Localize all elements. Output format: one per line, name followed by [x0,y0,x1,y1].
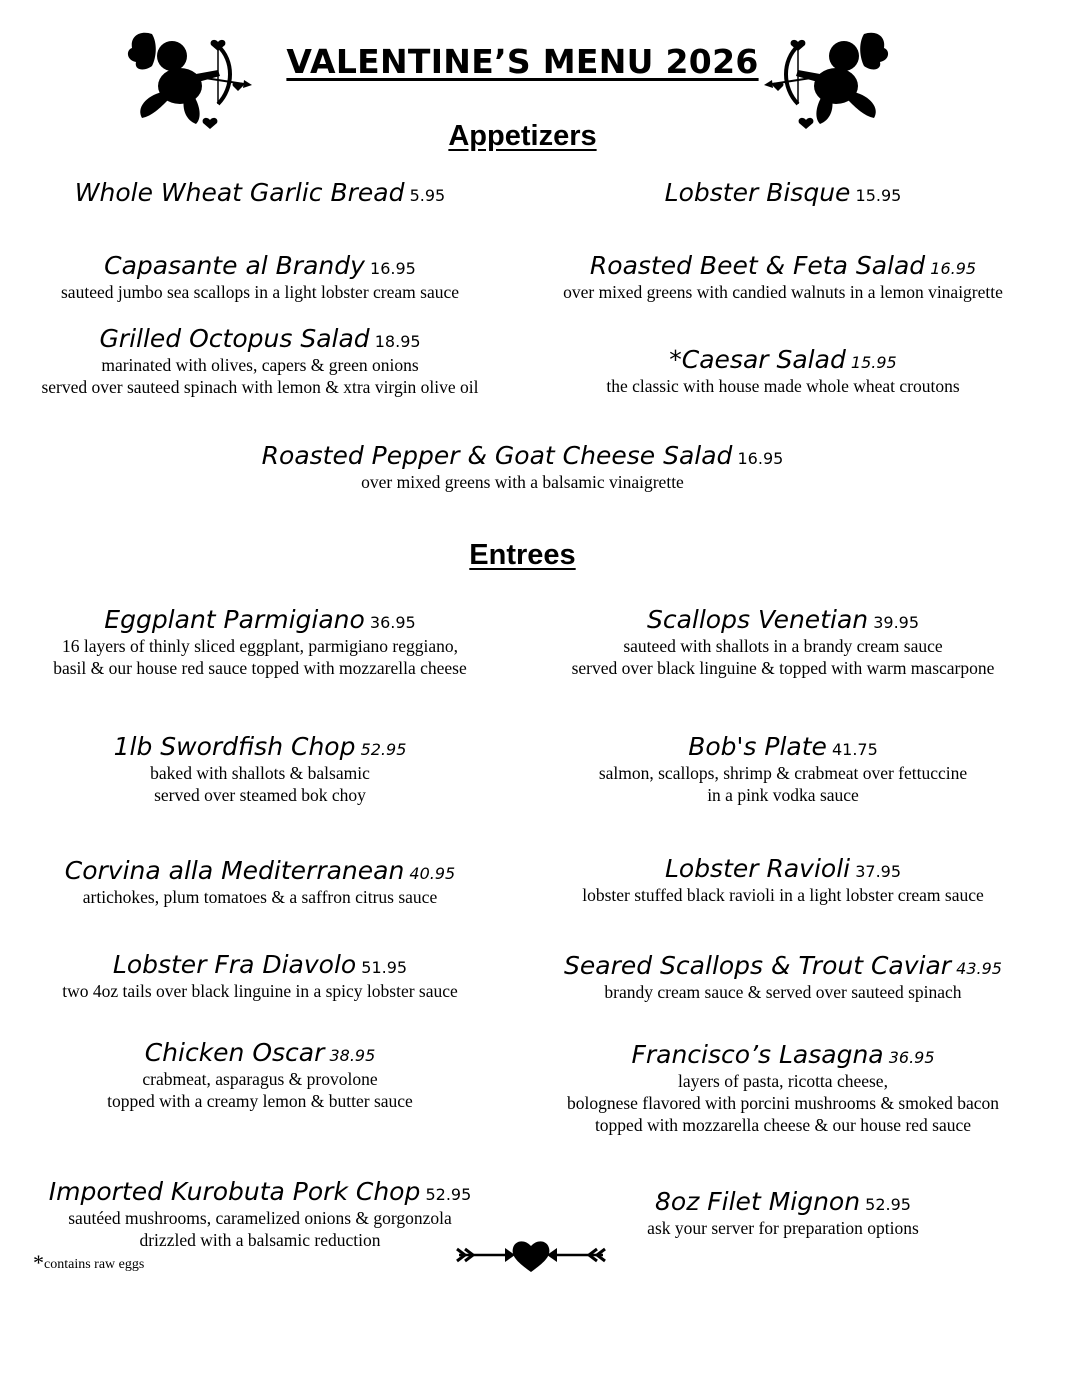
item-price: 52.95 [360,740,407,759]
item-price: 52.95 [865,1195,911,1214]
item-description: in a pink vodka sauce [707,785,859,805]
item-description: layers of pasta, ricotta cheese, [678,1071,888,1091]
item-description: bolognese flavored with porcini mushrooms & smoked bacon [566,1093,1000,1113]
item-description: topped with mozzarella cheese & our house red sauce [594,1115,972,1135]
item-price: 40.95 [409,864,456,883]
menu-item [523,251,1043,303]
item-description: ask your server for preparation options [647,1218,919,1238]
item-name: Lobster Ravioli [664,854,851,883]
item-description: crabmeat, asparagus & provolone [142,1069,378,1089]
menu-item [523,1187,1043,1239]
item-name: Eggplant Parmigiano [104,605,365,634]
item-price: 43.95 [956,959,1002,978]
menu-item [523,732,1043,806]
item-price: 38.95 [329,1046,376,1065]
item-name: *Caesar Salad [669,345,846,374]
menu-item [523,951,1043,1003]
heart-arrows-icon [455,1236,607,1274]
menu-item [0,441,1045,493]
item-description: artichokes, plum tomatoes & a saffron citrus sauce [82,887,438,907]
item-price: 36.95 [369,613,416,632]
menu-item [523,345,1043,397]
footnote-text: contains raw eggs [44,1257,145,1272]
item-name: 1lb Swordfish Chop [113,732,356,761]
menu-item [523,854,1043,906]
menu-item [0,178,520,208]
item-description: served over sauteed spinach with lemon & xtra virgin olive oil [41,377,479,397]
item-description: two 4oz tails over black linguine in a spicy lobster sauce [62,981,458,1001]
item-price: 18.95 [374,332,421,351]
item-description: brandy cream sauce & served over sauteed spinach [604,982,962,1002]
item-description: baked with shallots & balsamic [150,763,370,783]
section-heading-appetizers: Appetizers [448,120,597,152]
item-name: Grilled Octopus Salad [99,324,370,353]
item-name: Bob's Plate [688,732,827,761]
menu-item [0,856,520,908]
item-description: sautéed mushrooms, caramelized onions & gorgonzola [68,1208,452,1228]
menu-item [523,1040,1043,1136]
item-name: Lobster Fra Diavolo [112,950,357,979]
item-price: 52.95 [425,1185,472,1204]
item-description: drizzled with a balsamic reduction [139,1230,381,1250]
item-name: Imported Kurobuta Pork Chop [48,1177,421,1206]
item-price: 41.75 [831,740,878,759]
item-description: over mixed greens with a balsamic vinaigrette [361,472,684,492]
menu-item [0,1177,520,1251]
item-price: 37.95 [855,862,902,881]
item-name: Roasted Pepper & Goat Cheese Salad [261,441,733,470]
item-price: 39.95 [873,613,920,632]
footnote [33,1250,144,1276]
item-name: Corvina alla Mediterranean [64,856,405,885]
menu-item [0,251,520,303]
item-description: 16 layers of thinly sliced eggplant, parmigiano reggiano, [61,636,459,656]
item-description: basil & our house red sauce topped with mozzarella cheese [53,658,467,678]
item-description: served over steamed bok choy [154,785,366,805]
menu-item [0,324,520,398]
item-name: Capasante al Brandy [104,251,365,280]
menu-item [523,605,1043,679]
item-price: 16.95 [737,449,784,468]
item-description: served over black linguine & topped with warm mascarpone [571,658,995,678]
item-price: 51.95 [361,958,408,977]
item-name: Roasted Beet & Feta Salad [589,251,926,280]
menu-title: VALENTINE’S MENU 2026 [286,42,759,81]
section-heading-entrees: Entrees [469,539,576,571]
item-name: Scallops Venetian [646,605,869,634]
menu-item [0,605,520,679]
item-description: salmon, scallops, shrimp & crabmeat over fettuccine [598,763,968,783]
item-description: the classic with house made whole wheat croutons [606,376,960,396]
item-price: 15.95 [850,353,897,372]
item-price: 16.95 [370,259,416,278]
item-name: Whole Wheat Garlic Bread [74,178,405,207]
item-price: 15.95 [855,186,902,205]
item-description: sauteed with shallots in a brandy cream sauce [623,636,943,656]
item-price: 36.95 [888,1048,935,1067]
item-description: over mixed greens with candied walnuts in a lemon vinaigrette [563,282,1003,302]
item-description: marinated with olives, capers & green onions [101,355,419,375]
item-price: 5.95 [409,186,446,205]
item-name: Chicken Oscar [144,1038,325,1067]
item-price: 16.95 [930,259,977,278]
item-description: topped with a creamy lemon & butter sauce [107,1091,413,1111]
menu-item [0,950,520,1002]
menu-item [0,1038,520,1112]
item-description: lobster stuffed black ravioli in a light lobster cream sauce [582,885,984,905]
item-name: 8oz Filet Mignon [655,1187,861,1216]
item-name: Lobster Bisque [664,178,851,207]
item-name: Francisco’s Lasagna [631,1040,884,1069]
item-name: Seared Scallops & Trout Caviar [564,951,952,980]
menu-item [0,732,520,806]
item-description: sauteed jumbo sea scallops in a light lobster cream sauce [61,282,459,302]
menu-item [523,178,1043,208]
footnote-star: * [33,1250,44,1275]
